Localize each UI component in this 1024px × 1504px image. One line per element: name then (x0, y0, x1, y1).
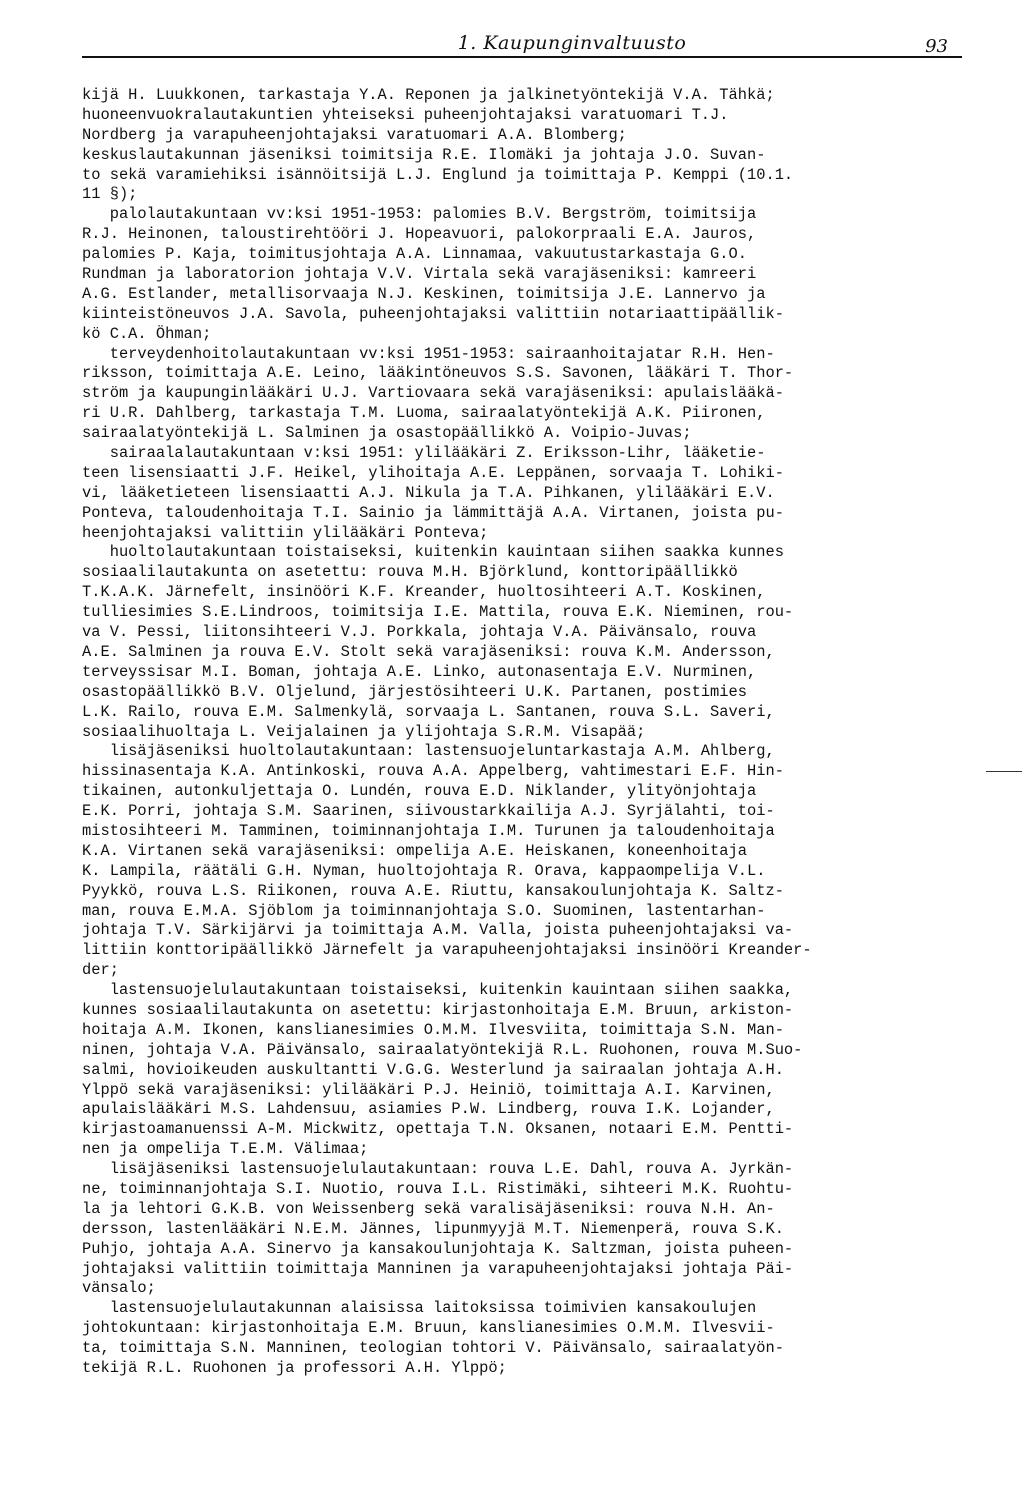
text-line: der; (82, 961, 119, 980)
text-line: terveydenhoitolautakuntaan vv:ksi 1951-1953: sairaanhoitajatar R.H. Hen- (82, 344, 775, 363)
text-line: A.E. Salminen ja rouva E.V. Stolt sekä varajäseniksi: rouva K.M. Andersson, (82, 642, 775, 661)
text-line: ström ja kaupunginlääkäri U.J. Vartiovaara sekä varajäseniksi: apulaislääkä- (82, 384, 784, 403)
text-line: sosiaalihuoltaja L. Veijalainen ja ylijohtaja S.R.M. Visapää; (82, 722, 646, 741)
text-line: T.K.A.K. Järnefelt, insinööri K.F. Kreander, huoltosihteeri A.T. Koskinen, (82, 583, 766, 602)
text-line: riksson, toimittaja A.E. Leino, lääkintöneuvos S.S. Savonen, lääkäri T. Thor- (82, 364, 794, 383)
text-line: K.A. Virtanen sekä varajäseniksi: ompelija A.E. Heiskanen, koneenhoitaja (82, 841, 747, 860)
text-line: Nordberg ja varapuheenjohtajaksi varatuomari A.A. Blomberg; (82, 125, 627, 144)
text-line: lastensuojelulautakunnan alaisissa laitoksissa toimivien kansakoulujen (82, 1299, 757, 1318)
text-line: ninen, johtaja V.A. Päivänsalo, sairaalatyöntekijä R.L. Ruohonen, rouva M.Suo- (82, 1040, 803, 1059)
text-line: kö C.A. Öhman; (82, 324, 212, 343)
text-line: osastopäällikkö B.V. Oljelund, järjestösihteeri U.K. Partanen, postimies (82, 682, 747, 701)
body-text (82, 86, 962, 1379)
text-line: Pyykkö, rouva L.S. Riikonen, rouva A.E. Riuttu, kansakoulunjohtaja K. Saltz- (82, 881, 784, 900)
text-line: vänsalo; (82, 1279, 156, 1298)
text-line: va V. Pessi, liitonsihteeri V.J. Porkkala, johtaja V.A. Päivänsalo, rouva (82, 623, 757, 642)
text-line: 11 §); (82, 185, 138, 204)
text-line: ri U.R. Dahlberg, tarkastaja T.M. Luoma, sairaalatyöntekijä A.K. Piironen, (82, 404, 766, 423)
text-line: johtajaksi valittiin toimittaja Manninen ja varapuheenjohtajaksi johtaja Päi- (82, 1259, 794, 1278)
text-line: dersson, lastenlääkäri N.E.M. Jännes, lipunmyyjä M.T. Niemenperä, rouva S.K. (82, 1219, 784, 1238)
text-line: lastensuojelulautakuntaan toistaiseksi, kuitenkin kauintaan siihen saakka, (82, 981, 794, 1000)
text-line: nen ja ompelija T.E.M. Välimaa; (82, 1140, 369, 1159)
text-line: johtaja T.V. Särkijärvi ja toimittaja A.M. Valla, joista puheenjohtajaksi va- (82, 921, 794, 940)
text-line: palomies P. Kaja, toimitusjohtaja A.A. Linnamaa, vakuutustarkastaja G.O. (82, 245, 747, 264)
text-line: L.K. Railo, rouva E.M. Salmenkylä, sorvaaja L. Santanen, rouva S.L. Saveri, (82, 702, 775, 721)
text-line: tekijä R.L. Ruohonen ja professori A.H. Ylppö; (82, 1359, 507, 1377)
margin-mark (986, 771, 1022, 784)
text-line: kirjastoamanuenssi A-M. Mickwitz, opettaja T.N. Oksanen, notaari E.M. Pentti- (82, 1120, 794, 1139)
running-title: 1. Kaupunginvaltuusto (457, 32, 687, 54)
text-line: sairaalalautakuntaan v:ksi 1951: ylilääkäri Z. Eriksson-Lihr, lääketie- (82, 444, 766, 463)
text-line: Puhjo, johtaja A.A. Sinervo ja kansakoulunjohtaja K. Saltzman, joista puheen- (82, 1239, 794, 1258)
text-line: hoitaja A.M. Ikonen, kanslianesimies O.M.M. Ilvesviita, toimittaja S.N. Man- (82, 1020, 784, 1039)
text-line: littiin konttoripäällikkö Järnefelt ja varapuheenjohtajaksi insinööri Kreander- (82, 941, 812, 960)
text-line: teen lisensiaatti J.F. Heikel, ylihoitaja A.E. Leppänen, sorvaaja T. Lohiki- (82, 463, 784, 482)
text-line: ta, toimittaja S.N. Manninen, teologian tohtori V. Päivänsalo, sairaalatyön- (82, 1339, 784, 1358)
text-line: kunnes sosiaalilautakunta on asetettu: kirjastonhoitaja E.M. Bruun, arkiston- (82, 1000, 794, 1019)
text-line: R.J. Heinonen, taloustirehtööri J. Hopeavuori, palokorpraali E.A. Jauros, (82, 225, 757, 244)
text-line: tulliesimies S.E.Lindroos, toimitsija I.E. Mattila, rouva E.K. Nieminen, rou- (82, 603, 794, 622)
text-line: lisäjäseniksi lastensuojelulautakuntaan: rouva L.E. Dahl, rouva A. Jyrkän- (82, 1160, 794, 1179)
page-header (82, 28, 962, 58)
text-line: mistosihteeri M. Tamminen, toiminnanjohtaja I.M. Turunen ja taloudenhoitaja (82, 821, 775, 840)
text-line: tikainen, autonkuljettaja O. Lundén, rouva E.D. Niklander, ylityönjohtaja (82, 782, 757, 801)
text-line: terveyssisar M.I. Boman, johtaja A.E. Linko, autonasentaja E.V. Nurminen, (82, 662, 757, 681)
text-line: Rundman ja laboratorion johtaja V.V. Virtala sekä varajäseniksi: kamreeri (82, 265, 757, 284)
text-line: heenjohtajaksi valittiin ylilääkäri Ponteva; (82, 523, 489, 542)
text-line: keskuslautakunnan jäseniksi toimitsija R.E. Ilomäki ja johtaja J.O. Suvan- (82, 145, 766, 164)
text-line: hissinasentaja K.A. Antinkoski, rouva A.A. Appelberg, vahtimestari E.F. Hin- (82, 762, 784, 781)
text-line: man, rouva E.M.A. Sjöblom ja toiminnanjohtaja S.O. Suominen, lastentarhan- (82, 901, 766, 920)
text-line: vi, lääketieteen lisensiaatti A.J. Nikula ja T.A. Pihkanen, ylilääkäri E.V. (82, 483, 775, 502)
text-line: ne, toiminnanjohtaja S.I. Nuotio, rouva I.L. Ristimäki, sihteeri M.K. Ruohtu- (82, 1179, 794, 1198)
text-line: apulaislääkäri M.S. Lahdensuu, asiamies P.W. Lindberg, rouva I.K. Lojander, (82, 1100, 775, 1119)
text-line: to sekä varamiehiksi isännöitsijä L.J. Englund ja toimittaja P. Kemppi (10.1. (82, 165, 794, 184)
text-line: Ponteva, taloudenhoitaja T.I. Sainio ja lämmittäjä A.A. Virtanen, joista pu- (82, 503, 784, 522)
text-line: salmi, hovioikeuden auskultantti V.G.G. Westerlund ja sairaalan johtaja A.H. (82, 1060, 784, 1079)
text-line: E.K. Porri, johtaja S.M. Saarinen, siivoustarkkailija A.J. Syrjälahti, toi- (82, 802, 775, 821)
text-line: kijä H. Luukkonen, tarkastaja Y.A. Reponen ja jalkinetyöntekijä V.A. Tähkä; (82, 86, 775, 104)
text-line: huoltolautakuntaan toistaiseksi, kuitenkin kauintaan siihen saakka kunnes (82, 543, 784, 562)
text-line: huoneenvuokralautakuntien yhteiseksi puheenjohtajaksi varatuomari T.J. (82, 105, 729, 124)
text-line: lisäjäseniksi huoltolautakuntaan: lastensuojeluntarkastaja A.M. Ahlberg, (82, 742, 775, 761)
text-line: kiinteistöneuvos J.A. Savola, puheenjohtajaksi valittiin notariaattipäällik- (82, 304, 784, 323)
text-line: palolautakuntaan vv:ksi 1951-1953: palomies B.V. Bergström, toimitsija (82, 205, 757, 224)
text-line: Ylppö sekä varajäseniksi: ylilääkäri P.J. Heiniö, toimittaja A.I. Karvinen, (82, 1080, 775, 1099)
text-line: K. Lampila, räätäli G.H. Nyman, huoltojohtaja R. Orava, kappaompelija V.L. (82, 861, 766, 880)
text-line: A.G. Estlander, metallisorvaaja N.J. Keskinen, toimitsija J.E. Lannervo ja (82, 284, 766, 303)
text-line: johtokuntaan: kirjastonhoitaja E.M. Bruun, kanslianesimies O.M.M. Ilvesvii- (82, 1319, 775, 1338)
text-line: sairaalatyöntekijä L. Salminen ja osastopäällikkö A. Voipio-Juvas; (82, 424, 692, 443)
text-line: la ja lehtori G.K.B. von Weissenberg sekä varalisäjäseniksi: rouva N.H. An- (82, 1199, 775, 1218)
page-number: 93 (925, 36, 948, 57)
text-line: sosiaalilautakunta on asetettu: rouva M.H. Björklund, konttoripäällikkö (82, 563, 738, 582)
